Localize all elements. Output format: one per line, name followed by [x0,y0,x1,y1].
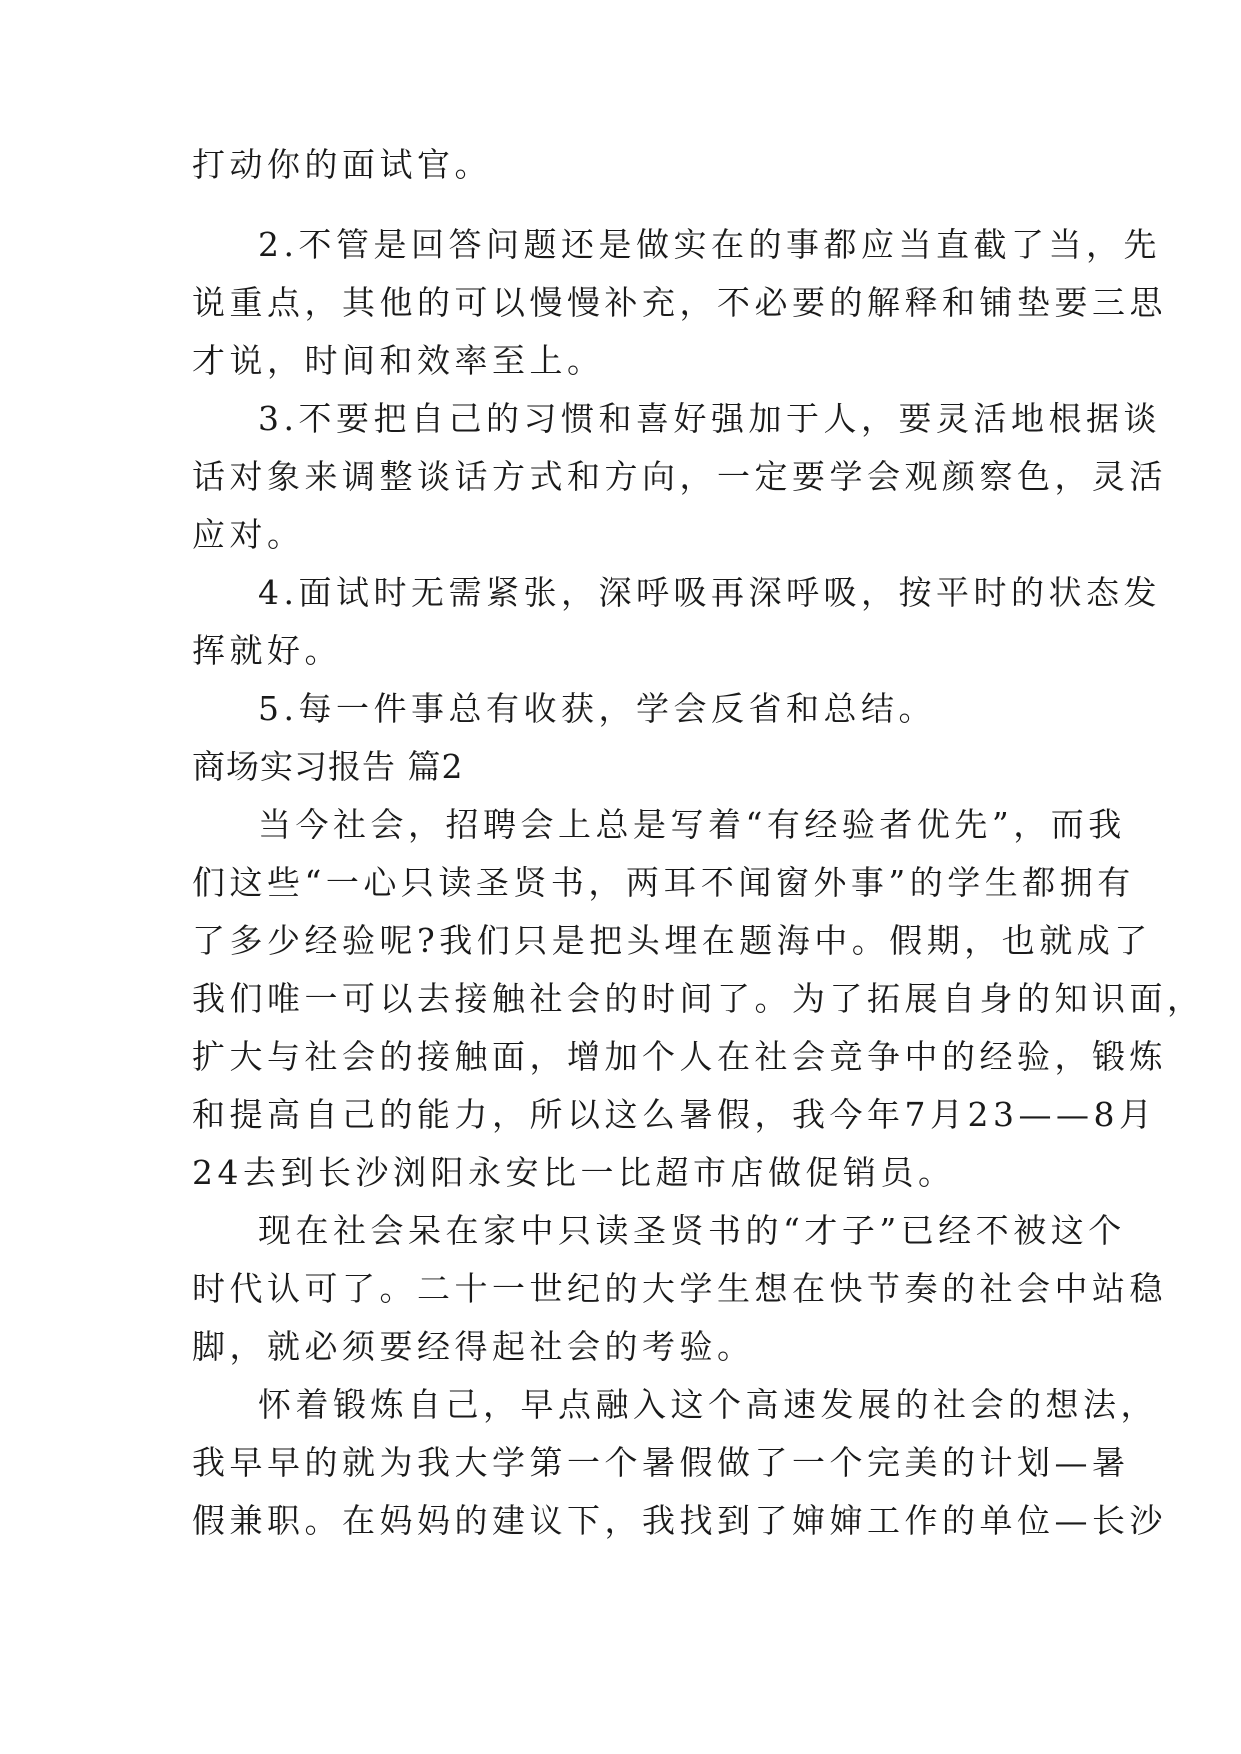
text-line: 我们唯一可以去接触社会的时间了。为了拓展自身的知识面， [192,979,1205,1018]
paragraph-start: 当今社会，招聘会上总是写着“有经验者优先”，而我 [258,805,1126,844]
paragraph-start: 怀着锻炼自己，早点融入这个高速发展的社会的想法， [258,1385,1158,1424]
text-line: 我早早的就为我大学第一个暑假做了一个完美的计划—暑 [192,1443,1130,1482]
text-line: 扩大与社会的接触面，增加个人在社会竞争中的经验，锻炼 [192,1037,1167,1076]
text-line: 话对象来调整谈话方式和方向，一定要学会观颜察色，灵活 [192,457,1167,496]
text-line: 打动你的面试官。 [192,145,492,184]
list-item-5: 5.每一件事总有收获，学会反省和总结。 [258,689,936,728]
text-line: 挥就好。 [192,631,342,670]
text-line: 假兼职。在妈妈的建议下，我找到了婶婶工作的单位—长沙 [192,1501,1167,1540]
list-item-2: 2.不管是回答问题还是做实在的事都应当直截了当，先 [258,225,1161,264]
text-line: 说重点，其他的可以慢慢补充，不必要的解释和铺垫要三思 [192,283,1167,322]
text-line: 24去到长沙浏阳永安比一比超市店做促销员。 [192,1153,956,1192]
text-line: 时代认可了。二十一世纪的大学生想在快节奏的社会中站稳 [192,1269,1167,1308]
list-item-4: 4.面试时无需紧张，深呼吸再深呼吸，按平时的状态发 [258,573,1161,612]
list-item-3: 3.不要把自己的习惯和喜好强加于人，要灵活地根据谈 [258,399,1161,438]
text-line: 们这些“一心只读圣贤书，两耳不闻窗外事”的学生都拥有 [192,863,1135,902]
paragraph-start: 现在社会呆在家中只读圣贤书的“才子”已经不被这个 [258,1211,1126,1250]
text-line: 才说，时间和效率至上。 [192,341,605,380]
section-heading: 商场实习报告 篇2 [192,747,464,786]
text-line: 应对。 [192,515,305,554]
text-line: 了多少经验呢?我们只是把头埋在题海中。假期，也就成了 [192,921,1152,960]
text-line: 和提高自己的能力，所以这么暑假，我今年7月23——8月 [192,1095,1157,1134]
text-line: 脚，就必须要经得起社会的考验。 [192,1327,755,1366]
